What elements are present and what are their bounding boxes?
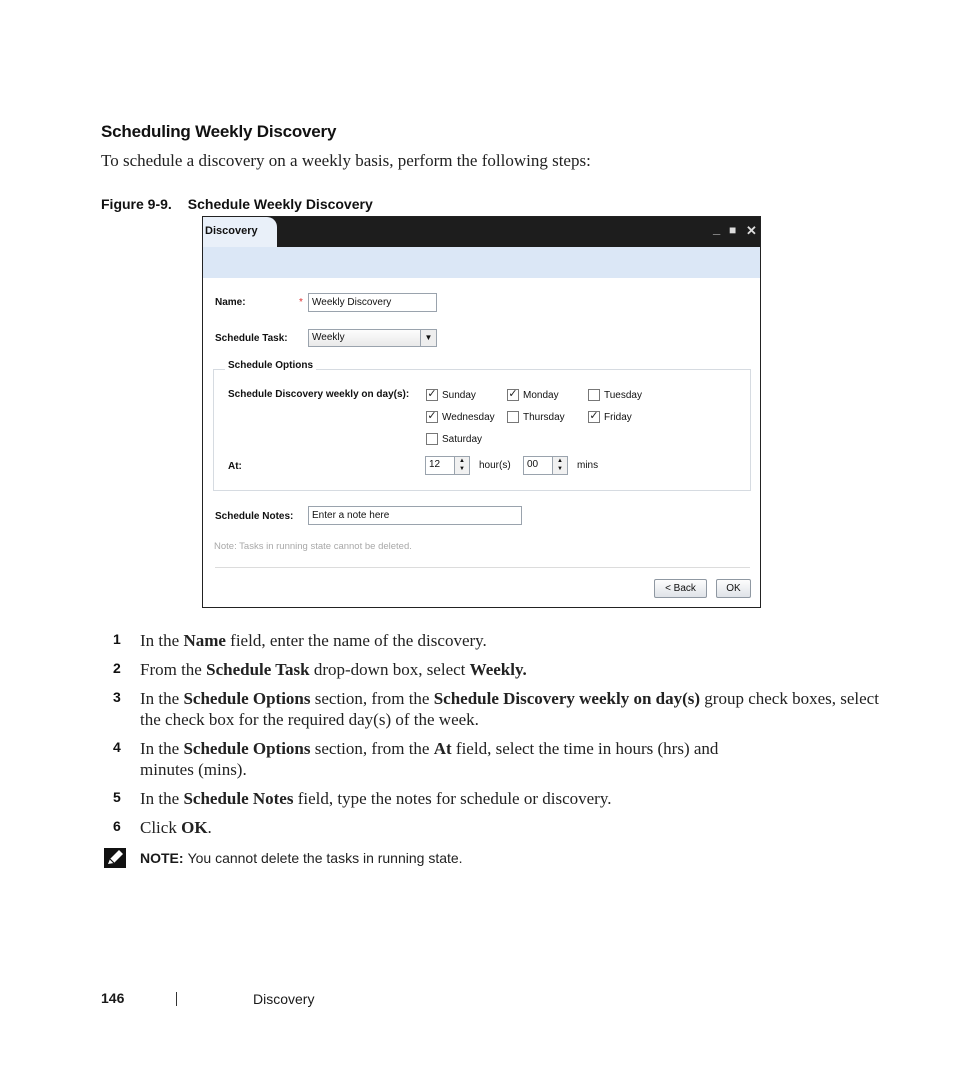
back-button[interactable]: < Back bbox=[654, 579, 707, 598]
step-text: In the Name field, enter the name of the discovery. bbox=[140, 631, 487, 650]
step-number: 4 bbox=[113, 739, 121, 755]
checkbox-box[interactable]: ✓ bbox=[427, 388, 437, 400]
tasks-note: Note: Tasks in running state cannot be deleted. bbox=[214, 541, 412, 552]
checkbox-box[interactable] bbox=[507, 411, 519, 423]
tab-discovery[interactable]: Discovery bbox=[203, 217, 277, 249]
step-5 bbox=[101, 788, 881, 809]
schedule-task-value: Weekly bbox=[312, 332, 345, 343]
maximize-icon[interactable]: ■ bbox=[729, 223, 737, 237]
hours-spinner[interactable] bbox=[425, 456, 470, 475]
checkbox-thursday[interactable] bbox=[507, 411, 565, 423]
minimize-icon[interactable]: _ bbox=[713, 221, 721, 236]
step-text: In the Schedule Options section, from the At field, select the time in hours (hrs) and minutes (mins). bbox=[140, 739, 719, 779]
step-6 bbox=[101, 817, 881, 838]
checkbox-saturday[interactable] bbox=[426, 433, 482, 445]
divider bbox=[215, 567, 750, 568]
step-3 bbox=[101, 688, 881, 730]
schedule-notes-label: Schedule Notes: bbox=[215, 511, 294, 522]
schedule-options-group bbox=[213, 369, 751, 491]
checkbox-label: Thursday bbox=[523, 411, 565, 423]
at-label: At: bbox=[228, 461, 242, 472]
note-label: NOTE: bbox=[140, 850, 184, 866]
step-number: 2 bbox=[113, 660, 121, 676]
days-label: Schedule Discovery weekly on day(s): bbox=[228, 389, 410, 400]
schedule-task-label: Schedule Task: bbox=[215, 333, 288, 344]
note-callout bbox=[104, 848, 463, 868]
page-number: 146 bbox=[101, 990, 125, 1006]
close-icon[interactable]: ✕ bbox=[746, 223, 757, 238]
checkbox-label: Monday bbox=[523, 389, 559, 401]
checkbox-box[interactable]: ✓ bbox=[427, 410, 437, 422]
discovery-window bbox=[202, 216, 761, 608]
checkbox-box[interactable]: ✓ bbox=[589, 410, 599, 422]
mins-unit: mins bbox=[577, 460, 599, 471]
checkbox-label: Tuesday bbox=[604, 389, 642, 401]
mins-spinner[interactable] bbox=[523, 456, 568, 475]
step-1 bbox=[101, 630, 881, 651]
checkbox-monday[interactable] bbox=[507, 389, 559, 401]
header-band bbox=[203, 247, 760, 278]
checkbox-box[interactable] bbox=[588, 389, 600, 401]
step-text: Click OK. bbox=[140, 818, 212, 837]
step-text: In the Schedule Options section, from the Schedule Discovery weekly on day(s) group check boxes, select the check box for the required day(s) of the week. bbox=[140, 689, 879, 729]
step-number: 5 bbox=[113, 789, 121, 805]
step-4 bbox=[101, 738, 761, 780]
hours-unit: hour(s) bbox=[479, 460, 511, 471]
checkbox-tuesday[interactable] bbox=[588, 389, 642, 401]
step-number: 3 bbox=[113, 689, 121, 705]
checkbox-label: Saturday bbox=[442, 433, 483, 445]
step-2 bbox=[101, 659, 881, 680]
step-number: 6 bbox=[113, 818, 121, 834]
figure-caption bbox=[101, 196, 373, 212]
required-marker: * bbox=[299, 297, 303, 308]
step-text: From the Schedule Task drop-down box, select Weekly. bbox=[140, 660, 527, 679]
schedule-options-legend: Schedule Options bbox=[225, 360, 316, 371]
intro-paragraph: To schedule a discovery on a weekly basis, perform the following steps: bbox=[101, 151, 591, 170]
spinner-arrows-icon[interactable]: ▲ ▼ bbox=[552, 457, 567, 474]
schedule-task-select[interactable] bbox=[308, 329, 437, 347]
schedule-notes-input[interactable]: Enter a note here bbox=[308, 506, 522, 525]
section-heading: Scheduling Weekly Discovery bbox=[101, 122, 337, 141]
name-field[interactable]: Weekly Discovery bbox=[308, 293, 437, 312]
step-number: 1 bbox=[113, 631, 121, 647]
chevron-down-icon[interactable]: ▼ bbox=[420, 330, 436, 346]
footer-section: Discovery bbox=[253, 991, 315, 1007]
checkbox-sunday[interactable] bbox=[426, 389, 476, 401]
note-text: You cannot delete the tasks in running state. bbox=[187, 850, 463, 866]
figure-title: Schedule Weekly Discovery bbox=[187, 196, 373, 212]
figure-number: Figure 9-9. bbox=[101, 196, 172, 212]
step-text: In the Schedule Notes field, type the notes for schedule or discovery. bbox=[140, 789, 612, 808]
spinner-arrows-icon[interactable]: ▲ ▼ bbox=[454, 457, 469, 474]
checkbox-wednesday[interactable] bbox=[426, 411, 495, 423]
footer-separator bbox=[176, 992, 177, 1006]
name-label: Name: bbox=[215, 297, 246, 308]
checkbox-box[interactable] bbox=[426, 433, 438, 445]
window-titlebar bbox=[203, 217, 760, 247]
checkbox-label: Friday bbox=[604, 411, 632, 423]
mins-value: 00 bbox=[527, 459, 539, 470]
checkbox-friday[interactable] bbox=[588, 411, 632, 423]
note-pencil-icon bbox=[104, 848, 126, 868]
ok-button[interactable]: OK bbox=[716, 579, 751, 598]
checkbox-box[interactable]: ✓ bbox=[508, 388, 518, 400]
hours-value: 12 bbox=[429, 459, 441, 470]
checkbox-label: Wednesday bbox=[442, 411, 495, 423]
checkbox-label: Sunday bbox=[442, 389, 476, 401]
